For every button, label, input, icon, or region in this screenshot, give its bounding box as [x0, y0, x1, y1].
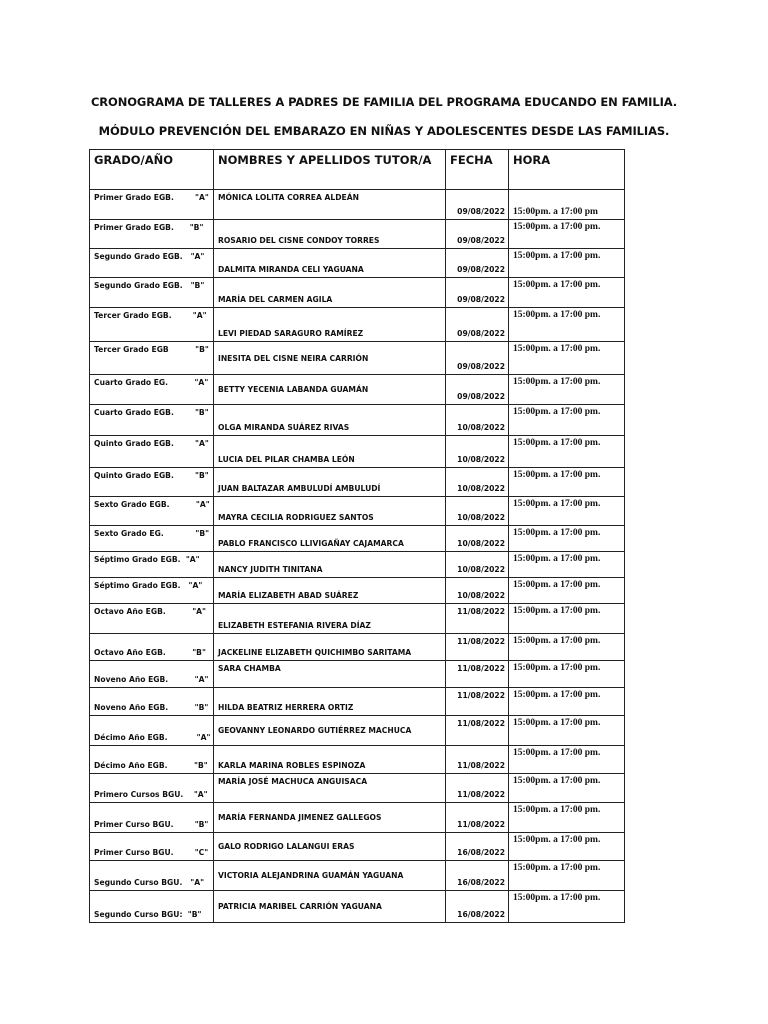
table-row	[90, 661, 625, 688]
time-cell: 15:00pm. a 17:00 pm.	[509, 661, 625, 688]
date-cell: 10/08/2022	[446, 526, 509, 552]
tutor-name-cell: NANCY JUDITH TINITANA	[214, 552, 446, 578]
tutor-name-cell: INESITA DEL CISNE NEIRA CARRIÓN	[214, 342, 446, 375]
table-row	[90, 578, 625, 604]
table-row	[90, 861, 625, 891]
document-subtitle: MÓDULO PREVENCIÓN DEL EMBARAZO EN NIÑAS Y ADOLESCENTES DESDE LAS FAMILIAS.	[98, 124, 670, 138]
time-cell: 15:00pm. a 17:00 pm.	[509, 634, 625, 661]
table-header-row	[90, 150, 625, 190]
grado-cell: Quinto Grado EGB. "A"	[90, 436, 214, 468]
table-row	[90, 405, 625, 436]
time-cell: 15:00pm. a 17:00 pm.	[509, 803, 625, 833]
time-cell: 15:00pm. a 17:00 pm.	[509, 861, 625, 891]
date-cell: 10/08/2022	[446, 552, 509, 578]
grado-cell: Noveno Año EGB. "B"	[90, 688, 214, 716]
date-cell: 09/08/2022	[446, 375, 509, 405]
time-cell: 15:00pm. a 17:00 pm.	[509, 716, 625, 746]
date-cell: 09/08/2022	[446, 308, 509, 342]
date-cell: 16/08/2022	[446, 861, 509, 891]
table-row	[90, 833, 625, 861]
date-cell: 16/08/2022	[446, 833, 509, 861]
time-cell: 15:00pm. a 17:00 pm.	[509, 278, 625, 308]
table-row	[90, 308, 625, 342]
date-cell: 11/08/2022	[446, 803, 509, 833]
table-row	[90, 436, 625, 468]
time-cell: 15:00pm. a 17:00 pm.	[509, 468, 625, 497]
header-nombres: NOMBRES Y APELLIDOS TUTOR/A	[214, 150, 446, 190]
grado-cell: Segundo Curso BGU: "B"	[90, 891, 214, 923]
date-cell: 10/08/2022	[446, 436, 509, 468]
header-fecha: FECHA	[446, 150, 509, 190]
tutor-name-cell: MAYRA CECILIA RODRIGUEZ SANTOS	[214, 497, 446, 526]
tutor-name-cell: PABLO FRANCISCO LLIVIGAÑAY CAJAMARCA	[214, 526, 446, 552]
date-cell: 09/08/2022	[446, 278, 509, 308]
time-cell: 15:00pm. a 17:00 pm.	[509, 497, 625, 526]
tutor-name-cell: DALMITA MIRANDA CELI YAGUANA	[214, 249, 446, 278]
tutor-name-cell: LUCIA DEL PILAR CHAMBA LEÓN	[214, 436, 446, 468]
tutor-name-cell: PATRICIA MARIBEL CARRIÓN YAGUANA	[214, 891, 446, 923]
tutor-name-cell: HILDA BEATRIZ HERRERA ORTIZ	[214, 688, 446, 716]
tutor-name-cell: ELIZABETH ESTEFANIA RIVERA DÍAZ	[214, 604, 446, 634]
grado-cell: Séptimo Grado EGB. "A"	[90, 552, 214, 578]
grado-cell: Primero Cursos BGU. "A"	[90, 774, 214, 803]
table-row	[90, 716, 625, 746]
date-cell: 11/08/2022	[446, 716, 509, 746]
date-cell: 09/08/2022	[446, 190, 509, 220]
time-cell: 15:00pm. a 17:00 pm.	[509, 833, 625, 861]
tutor-name-cell: VICTORIA ALEJANDRINA GUAMÁN YAGUANA	[214, 861, 446, 891]
grado-cell: Segundo Grado EGB. "B"	[90, 278, 214, 308]
date-cell: 11/08/2022	[446, 604, 509, 634]
grado-cell: Primer Grado EGB. "B"	[90, 220, 214, 249]
tutor-name-cell: KARLA MARINA ROBLES ESPINOZA	[214, 746, 446, 774]
grado-cell: Quinto Grado EGB. "B"	[90, 468, 214, 497]
grado-cell: Cuarto Grado EG. "A"	[90, 375, 214, 405]
tutor-name-cell: BETTY YECENIA LABANDA GUAMÁN	[214, 375, 446, 405]
grado-cell: Sexto Grado EG. "B"	[90, 526, 214, 552]
date-cell: 11/08/2022	[446, 634, 509, 661]
tutor-name-cell: OLGA MIRANDA SUÁREZ RIVAS	[214, 405, 446, 436]
tutor-name-cell: MÓNICA LOLITA CORREA ALDEÁN	[214, 190, 446, 220]
time-cell: 15:00pm. a 17:00 pm.	[509, 578, 625, 604]
tutor-name-cell: JUAN BALTAZAR AMBULUDÍ AMBULUDÍ	[214, 468, 446, 497]
table-row	[90, 688, 625, 716]
date-cell: 09/08/2022	[446, 342, 509, 375]
time-cell: 15:00pm. a 17:00 pm.	[509, 774, 625, 803]
table-row	[90, 803, 625, 833]
time-cell: 15:00pm. a 17:00 pm.	[509, 552, 625, 578]
time-cell: 15:00pm. a 17:00 pm.	[509, 249, 625, 278]
tutor-name-cell: JACKELINE ELIZABETH QUICHIMBO SARITAMA	[214, 634, 446, 661]
time-cell: 15:00pm. a 17:00 pm.	[509, 405, 625, 436]
tutor-name-cell: MARÍA FERNANDA JIMENEZ GALLEGOS	[214, 803, 446, 833]
table-row	[90, 746, 625, 774]
header-hora: HORA	[509, 150, 625, 190]
grado-cell: Cuarto Grado EGB. "B"	[90, 405, 214, 436]
table-row	[90, 468, 625, 497]
time-cell: 15:00pm. a 17:00 pm.	[509, 746, 625, 774]
date-cell: 09/08/2022	[446, 249, 509, 278]
time-cell: 15:00pm. a 17:00 pm.	[509, 342, 625, 375]
header-grado: GRADO/AÑO	[90, 150, 214, 190]
table-row	[90, 375, 625, 405]
time-cell: 15:00pm. a 17:00 pm.	[509, 220, 625, 249]
time-cell: 15:00pm. a 17:00 pm.	[509, 604, 625, 634]
table-row	[90, 552, 625, 578]
time-cell: 15:00pm. a 17:00 pm.	[509, 891, 625, 923]
grado-cell: Noveno Año EGB. "A"	[90, 661, 214, 688]
tutor-name-cell: MARÍA JOSÉ MACHUCA ANGUISACA	[214, 774, 446, 803]
date-cell: 11/08/2022	[446, 661, 509, 688]
table-row	[90, 526, 625, 552]
tutor-name-cell: GEOVANNY LEONARDO GUTIÉRREZ MACHUCA	[214, 716, 446, 746]
grado-cell: Primer Curso BGU. "B"	[90, 803, 214, 833]
time-cell: 15:00pm. a 17:00 pm.	[509, 375, 625, 405]
grado-cell: Séptimo Grado EGB. "A"	[90, 578, 214, 604]
grado-cell: Décimo Año EGB. "A"	[90, 716, 214, 746]
date-cell: 10/08/2022	[446, 497, 509, 526]
table-row	[90, 249, 625, 278]
time-cell: 15:00pm. a 17:00 pm.	[509, 526, 625, 552]
table-row	[90, 278, 625, 308]
tutor-name-cell: ROSARIO DEL CISNE CONDOY TORRES	[214, 220, 446, 249]
table-row	[90, 497, 625, 526]
date-cell: 10/08/2022	[446, 578, 509, 604]
tutor-name-cell: MARÍA DEL CARMEN AGILA	[214, 278, 446, 308]
grado-cell: Primer Grado EGB. "A"	[90, 190, 214, 220]
table-row	[90, 342, 625, 375]
grado-cell: Segundo Curso BGU. "A"	[90, 861, 214, 891]
table-row	[90, 634, 625, 661]
date-cell: 11/08/2022	[446, 688, 509, 716]
grado-cell: Octavo Año EGB. "A"	[90, 604, 214, 634]
time-cell: 15:00pm. a 17:00 pm.	[509, 436, 625, 468]
table-body	[90, 190, 625, 923]
date-cell: 10/08/2022	[446, 468, 509, 497]
schedule-table	[89, 149, 625, 923]
date-cell: 11/08/2022	[446, 774, 509, 803]
date-cell: 10/08/2022	[446, 405, 509, 436]
time-cell: 15:00pm. a 17:00 pm	[509, 190, 625, 220]
date-cell: 09/08/2022	[446, 220, 509, 249]
table-row	[90, 774, 625, 803]
time-cell: 15:00pm. a 17:00 pm.	[509, 688, 625, 716]
date-cell: 16/08/2022	[446, 891, 509, 923]
document-title: CRONOGRAMA DE TALLERES A PADRES DE FAMILIA DEL PROGRAMA EDUCANDO EN FAMILIA.	[90, 95, 678, 109]
table-row	[90, 220, 625, 249]
table-row	[90, 190, 625, 220]
tutor-name-cell: MARÍA ELIZABETH ABAD SUÁREZ	[214, 578, 446, 604]
grado-cell: Décimo Año EGB. "B"	[90, 746, 214, 774]
tutor-name-cell: SARA CHAMBA	[214, 661, 446, 688]
grado-cell: Octavo Año EGB. "B"	[90, 634, 214, 661]
grado-cell: Sexto Grado EGB. "A"	[90, 497, 214, 526]
date-cell: 11/08/2022	[446, 746, 509, 774]
table-row	[90, 604, 625, 634]
grado-cell: Segundo Grado EGB. "A"	[90, 249, 214, 278]
grado-cell: Primer Curso BGU. "C"	[90, 833, 214, 861]
grado-cell: Tercer Grado EGB. "A"	[90, 308, 214, 342]
tutor-name-cell: LEVI PIEDAD SARAGURO RAMÍREZ	[214, 308, 446, 342]
grado-cell: Tercer Grado EGB "B"	[90, 342, 214, 375]
time-cell: 15:00pm. a 17:00 pm.	[509, 308, 625, 342]
tutor-name-cell: GALO RODRIGO LALANGUI ERAS	[214, 833, 446, 861]
table-row	[90, 891, 625, 923]
